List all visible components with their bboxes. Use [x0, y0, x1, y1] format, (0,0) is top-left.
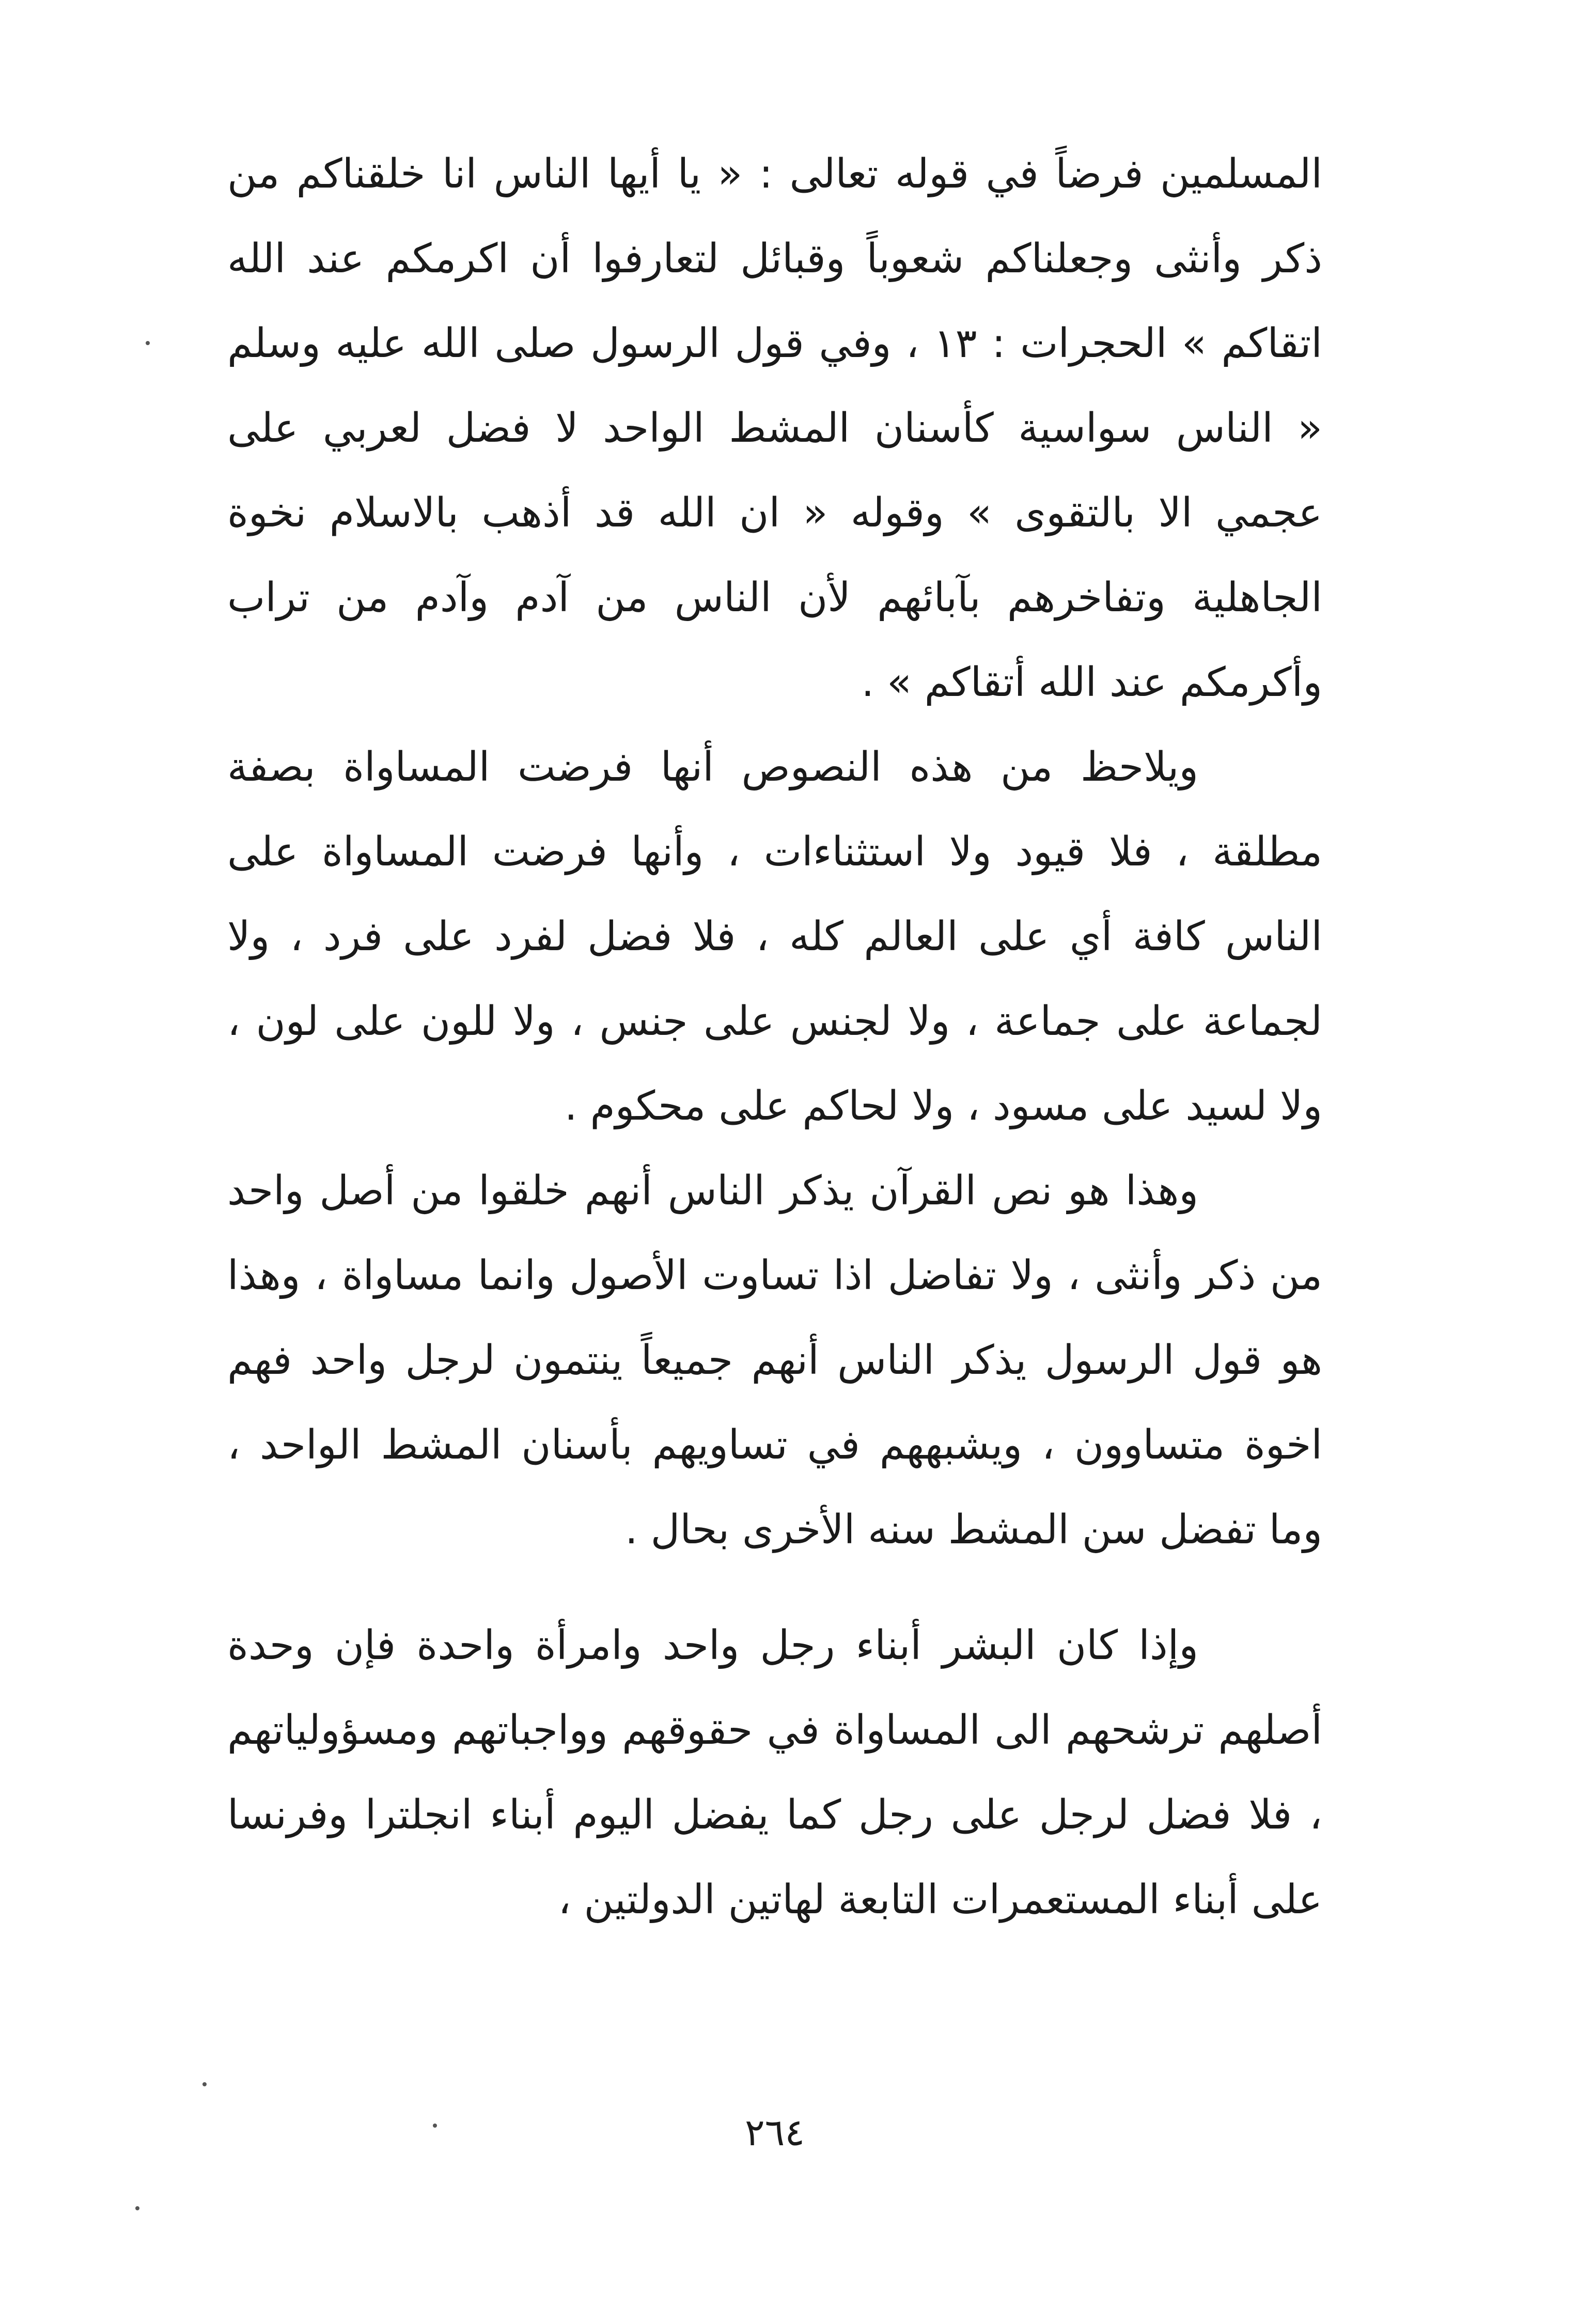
- scan-speck: [135, 2206, 139, 2210]
- scan-speck: [433, 2124, 437, 2128]
- scan-speck: [146, 341, 150, 345]
- paragraph-2: ويلاحظ من هذه النصوص أنها فرضت المساواة بصفة مطلقة ، فلا قيود ولا استثناءات ، وأنها فرضت المساواة على الناس كافة أي على العالم كله ، فلا فضل لفرد على فرد ، ولا لجماعة على جماعة ، ولا لجنس على جنس ، ولا للون على لون ، ولا لسيد على مسود ، ولا لحاكم على محكوم .: [227, 744, 1322, 1129]
- paragraph-3: وهذا هو نص القرآن يذكر الناس أنهم خلقوا من أصل واحد من ذكر وأنثى ، ولا تفاضل اذا تساوت الأصول وانما مساواة ، وهذا هو قول الرسول يذكر الناس أنهم جميعاً ينتمون لرجل واحد فهم اخوة متساوون ، ويشبههم في تساويهم بأسنان المشط الواحد ، وما تفضل سن المشط سنه الأخرى بحال .: [227, 1168, 1322, 1553]
- paragraph-4: وإذا كان البشر أبناء رجل واحد وامرأة واحدة فإن وحدة أصلهم ترشحهم الى المساواة في حقوقهم وواجباتهم ومسؤولياتهم ، فلا فضل لرجل على رجل كما يفضل اليوم أبناء انجلترا وفرنسا على أبناء المستعمرات التابعة لهاتين الدولتين ،: [227, 1622, 1322, 1923]
- page-number: ٢٦٤: [744, 2111, 805, 2154]
- paragraph-1: المسلمين فرضاً في قوله تعالى : « يا أيها الناس انا خلقناكم من ذكر وأنثى وجعلناكم شعوباً وقبائل لتعارفوا أن اكرمكم عند الله اتقاكم » الحجرات : ١٣ ، وفي قول الرسول صلى الله عليه وسلم « الناس سواسية كأسنان المشط الواحد لا فضل لعربي على عجمي الا بالتقوى » وقوله « ان الله قد أذهب بالاسلام نخوة الجاهلية وتفاخرهم بآبائهم لأن الناس من آدم وآدم من تراب وأكرمكم عند الله أتقاكم » .: [227, 151, 1322, 706]
- scan-speck: [202, 2082, 207, 2086]
- document-page: [227, 132, 1322, 2198]
